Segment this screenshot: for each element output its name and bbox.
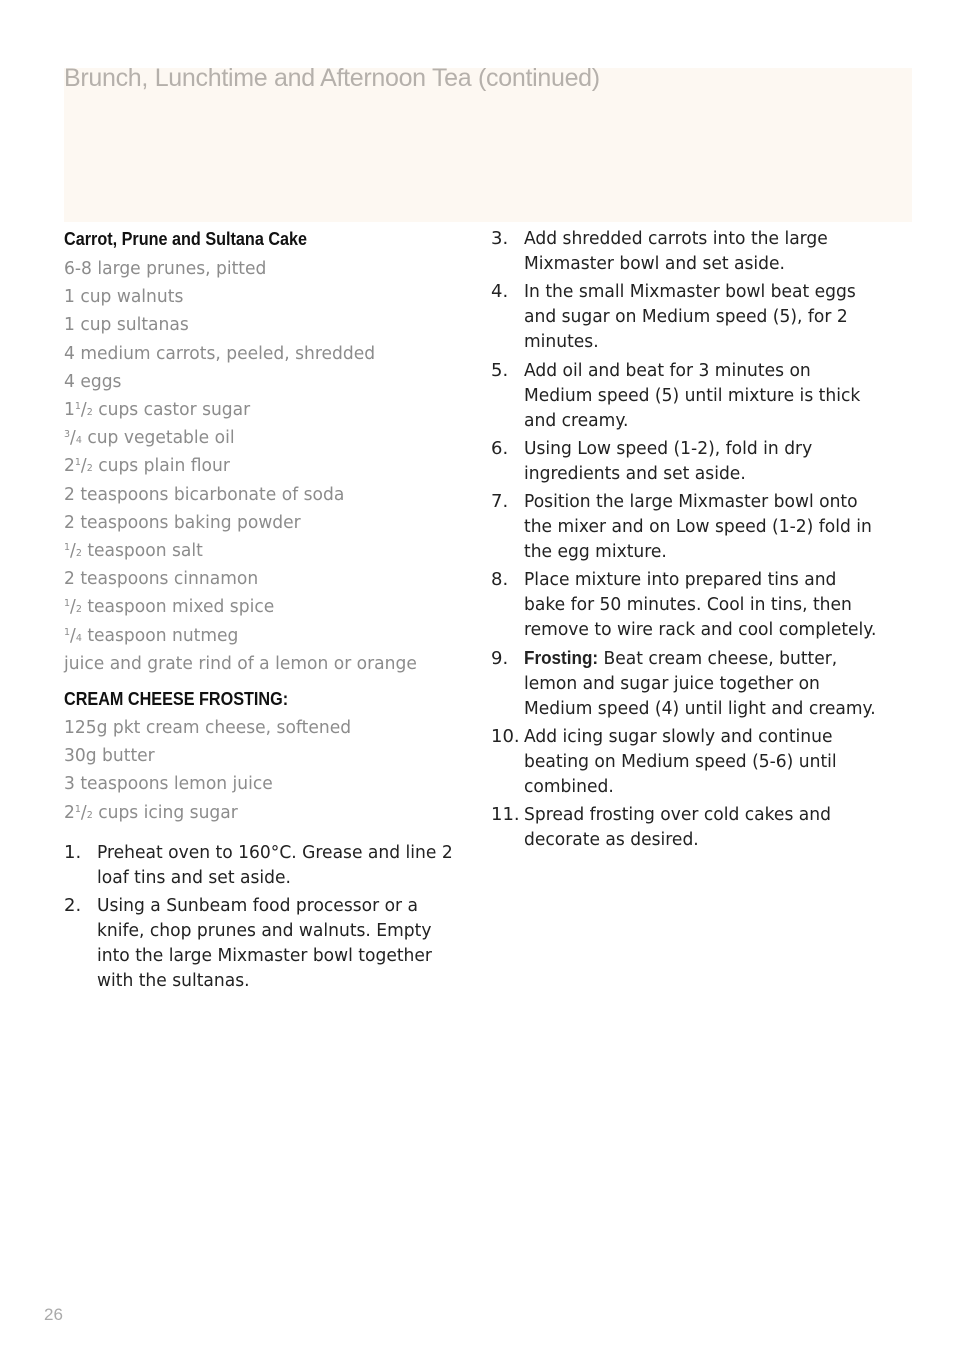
step-body (524, 724, 882, 799)
ingredient-text: cups castor sugar (92, 399, 251, 421)
ingredient-item (64, 714, 454, 742)
ingredient-item (64, 255, 454, 283)
step-text: In the small Mixmaster bowl beat eggs and sugar on Medium speed (5), for 2 minutes. (524, 281, 856, 353)
method-step (491, 567, 901, 642)
ingredient-item: $2^1/2$ cups plain flour (64, 455, 230, 477)
step-number: 8. (491, 569, 509, 591)
ingredient-item (64, 368, 454, 396)
ingredient-item (64, 283, 454, 311)
ingredient-item (64, 565, 454, 593)
ingredient-text: 3 teaspoons lemon juice (64, 773, 273, 795)
step-body (524, 567, 882, 642)
step-text: Add icing sugar slowly and continue beating on Medium speed (5-6) until combined. (524, 726, 837, 798)
step-number: 10. (491, 726, 520, 748)
ingredient-item (64, 509, 454, 537)
page-title: Brunch, Lunchtime and Afternoon Tea (continued) (64, 64, 600, 92)
ingredient-text: 4 medium carrots, peeled, shredded (64, 342, 376, 364)
ingredient-item: $1^1/2$ cups castor sugar (64, 399, 251, 421)
ingredient-item (64, 770, 454, 798)
fraction-denominator: 4 (75, 632, 82, 644)
step-body (524, 279, 882, 354)
method-step (491, 279, 901, 354)
method-step (491, 802, 901, 852)
ingredient-text: cups icing sugar (92, 801, 238, 823)
ingredient-item: $^1$/4 teaspoon nutmeg (64, 624, 239, 646)
fraction-numerator: 1 (64, 626, 71, 638)
fraction-numerator: 1 (74, 457, 81, 469)
fraction-denominator: 2 (75, 548, 82, 560)
ingredient-whole-number: 2 (64, 455, 75, 477)
ingredient-text: cups plain flour (92, 455, 230, 477)
ingredient-item (64, 311, 454, 339)
step-body (524, 646, 882, 721)
ingredient-text: 125g pkt cream cheese, softened (64, 717, 352, 739)
method-step (491, 646, 901, 721)
fraction-denominator: 2 (86, 407, 93, 419)
frosting-ingredients-list (64, 714, 474, 827)
method-step (491, 724, 901, 799)
step-text: Add oil and beat for 3 minutes on Medium speed (5) until mixture is thick and creamy. (524, 359, 861, 431)
step-body (524, 436, 882, 486)
step-number: 1. (64, 841, 82, 863)
fraction-numerator: 1 (64, 598, 71, 610)
step-text: Using a Sunbeam food processor or a knife, chop prunes and walnuts. Empty into the large Mixmaster bowl together with the sultanas. (97, 895, 432, 992)
fraction-numerator: 3 (64, 429, 71, 441)
step-text: Preheat oven to 160°C. Grease and line 2 loaf tins and set aside. (97, 841, 453, 888)
ingredient-whole-number: 2 (64, 801, 75, 823)
step-number: 2. (64, 895, 82, 917)
ingredient-item (64, 481, 454, 509)
ingredient-text: 6-8 large prunes, pitted (64, 258, 267, 279)
step-body (97, 840, 455, 890)
ingredient-text: 2 teaspoons cinnamon (64, 568, 259, 590)
step-text: Using Low speed (1-2), fold in dry ingredients and set aside. (524, 437, 813, 484)
ingredients-list (64, 255, 474, 678)
step-body (97, 893, 455, 993)
ingredient-item: $^3$/4 cup vegetable oil (64, 427, 235, 449)
fraction-numerator: 1 (74, 803, 81, 815)
ingredient-text: juice and grate rind of a lemon or orange (64, 652, 417, 674)
step-text: Beat cream cheese, butter, lemon and sugar juice together on Medium speed (4) until light and creamy. (524, 647, 876, 719)
ingredient-text: 1 cup sultanas (64, 314, 189, 336)
ingredient-item (64, 650, 454, 678)
recipe-title: Carrot, Prune and Sultana Cake (64, 229, 308, 249)
ingredient-item: $^1$/2 teaspoon mixed spice (64, 596, 275, 618)
fraction-numerator: 1 (74, 401, 81, 413)
step-body (524, 358, 882, 433)
step-lead-label: Frosting: (524, 647, 599, 668)
fraction-numerator: 1 (64, 542, 71, 554)
step-body (524, 489, 882, 564)
ingredient-text: 2 teaspoons bicarbonate of soda (64, 483, 345, 505)
ingredient-text: 1 cup walnuts (64, 286, 184, 308)
fraction-denominator: 2 (75, 604, 82, 616)
ingredient-text: cup vegetable oil (81, 427, 235, 449)
step-number: 3. (491, 228, 509, 249)
method-step (491, 489, 901, 564)
page-number: 26 (44, 1305, 63, 1324)
ingredient-text: teaspoon salt (81, 540, 203, 562)
fraction-denominator: 2 (86, 809, 93, 821)
ingredient-item: $^1$/2 teaspoon salt (64, 540, 203, 562)
ingredient-item: $2^1/2$ cups icing sugar (64, 801, 238, 823)
method-step (491, 226, 901, 276)
ingredient-text: 4 eggs (64, 370, 122, 392)
step-text: Add shredded carrots into the large Mixmaster bowl and set aside. (524, 228, 828, 274)
fraction-denominator: 4 (75, 435, 82, 447)
fraction-denominator: 2 (86, 463, 93, 475)
method-step (64, 893, 474, 993)
ingredient-item (64, 340, 454, 368)
method-step (491, 436, 901, 486)
ingredient-text: teaspoon mixed spice (81, 596, 275, 618)
step-body (524, 802, 882, 852)
left-column (64, 226, 474, 996)
right-column (491, 226, 901, 856)
step-body (524, 226, 882, 276)
step-number: 6. (491, 437, 509, 459)
step-number: 4. (491, 281, 509, 303)
method-step (491, 358, 901, 433)
ingredient-whole-number: 1 (64, 399, 75, 421)
method-step (64, 840, 474, 890)
step-number: 5. (491, 359, 509, 381)
step-text: Spread frosting over cold cakes and decorate as desired. (524, 804, 831, 851)
step-number: 11. (491, 804, 520, 826)
step-number: 9. (491, 647, 509, 669)
ingredient-text: teaspoon nutmeg (81, 624, 239, 646)
step-text: Place mixture into prepared tins and bake for 50 minutes. Cool in tins, then remove to wire rack and cool completely. (524, 569, 877, 641)
ingredient-text: 2 teaspoons baking powder (64, 511, 301, 533)
step-text: Position the large Mixmaster bowl onto the mixer and on Low speed (1-2) fold in the egg mixture. (524, 491, 872, 563)
frosting-heading: CREAM CHEESE FROSTING: (64, 689, 289, 710)
ingredient-text: 30g butter (64, 745, 155, 767)
ingredient-item (64, 742, 454, 770)
method-steps-right (491, 226, 901, 852)
step-number: 7. (491, 491, 509, 513)
method-steps-left (64, 840, 474, 993)
